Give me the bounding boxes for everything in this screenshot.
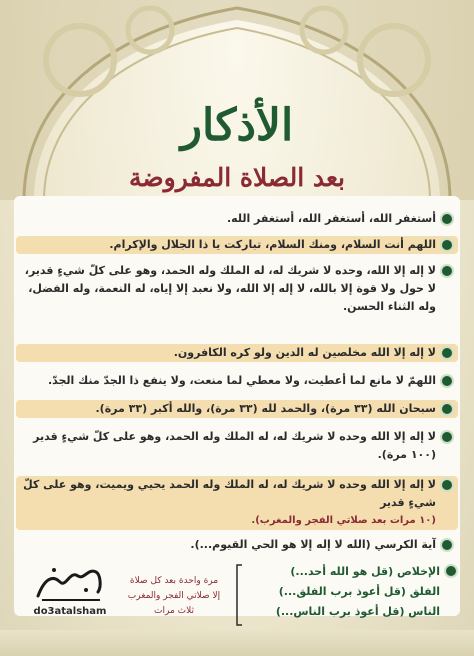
dhikr-text: أستغفر الله، أستغفر الله، أستغفر الله. (226, 212, 436, 225)
bullet-icon (442, 348, 452, 358)
bullet-icon (442, 240, 452, 250)
bullet-icon (442, 480, 452, 490)
brand-logo (30, 560, 110, 617)
brace-icon (234, 564, 244, 626)
dhikr-note: (١٠ مرات بعد صلاتي الفجر والمغرب). (251, 515, 436, 526)
dhikr-item (16, 400, 458, 418)
dhikr-item (16, 236, 458, 254)
suras-note-line: مرة واحدة بعد كل صلاة (129, 576, 219, 586)
dhikr-item (16, 344, 458, 362)
page-subtitle: بعد الصلاة المفروضة (129, 163, 345, 192)
bullet-icon (442, 214, 452, 224)
dhikr-item (16, 428, 458, 464)
dhikr-text: آية الكرسي (الله لا إله إلا هو الحي القيوم...). (190, 538, 436, 551)
dhikr-text: لا إله إلا الله وحده لا شريك له، له الملك وله الحمد يحيي ويميت، وهو على كلّ شيءٍ قدير (23, 478, 436, 509)
dhikr-text: اللهمّ لا مانع لما أعطيت، ولا معطي لما منعت، ولا ينفع ذا الجدّ منك الجدّ. (47, 374, 436, 387)
bullet-icon (442, 432, 452, 442)
sura-item: الإخلاص (قل هو الله أحد...) (290, 565, 440, 578)
suras-note-line: إلا صلاتي الفجر والمغرب (127, 591, 221, 601)
suras-note (118, 574, 230, 619)
logo-caption: do3atalsham (33, 606, 107, 617)
dhikr-item (16, 210, 458, 228)
dhikr-text: لا إله إلا الله، وحده لا شريك له، له الملك وله الحمد، وهو على كلّ شيءٍ قدير، لا حول ولا قوة إلا بالله، لا إله إلا الله، ولا نعبد إلا إياه، له النعمة، وله الفضل، وله الثناء الحسن. (24, 264, 436, 313)
dhikr-item (16, 476, 458, 530)
dhikr-item (16, 536, 458, 554)
suras-note-line: ثلاث مرات (154, 606, 194, 616)
sura-item: الناس (قل أعوذ برب الناس...) (275, 605, 440, 618)
bullet-icon (442, 404, 452, 414)
dhikr-item (16, 372, 458, 390)
bullet-icon (446, 566, 456, 576)
dhikr-text: لا إله إلا الله وحده لا شريك له، له الملك وله الحمد، وهو على كلّ شيءٍ قدير (١٠٠ مرة). (33, 430, 436, 461)
dhikr-text: اللهم أنت السلام، ومنك السلام، تباركت يا ذا الجلال والإكرام. (109, 238, 436, 251)
dhikr-text: لا إله إلا الله مخلصين له الدين ولو كره الكافرون. (173, 346, 436, 359)
bullet-icon (442, 376, 452, 386)
page-title: الأذكار (180, 100, 294, 151)
dhikr-item (16, 262, 458, 316)
bullet-icon (442, 540, 452, 550)
sura-item: الفلق (قل أعوذ برب الفلق...) (278, 585, 440, 598)
bullet-icon (442, 266, 452, 276)
dhikr-text: سبحان الله (٣٣ مرة)، والحمد لله (٣٣ مرة)، والله أكبر (٣٣ مرة). (95, 402, 436, 415)
bottom-border (0, 630, 474, 656)
suras-list (248, 562, 440, 622)
calligraphy-logo-icon (30, 560, 110, 604)
